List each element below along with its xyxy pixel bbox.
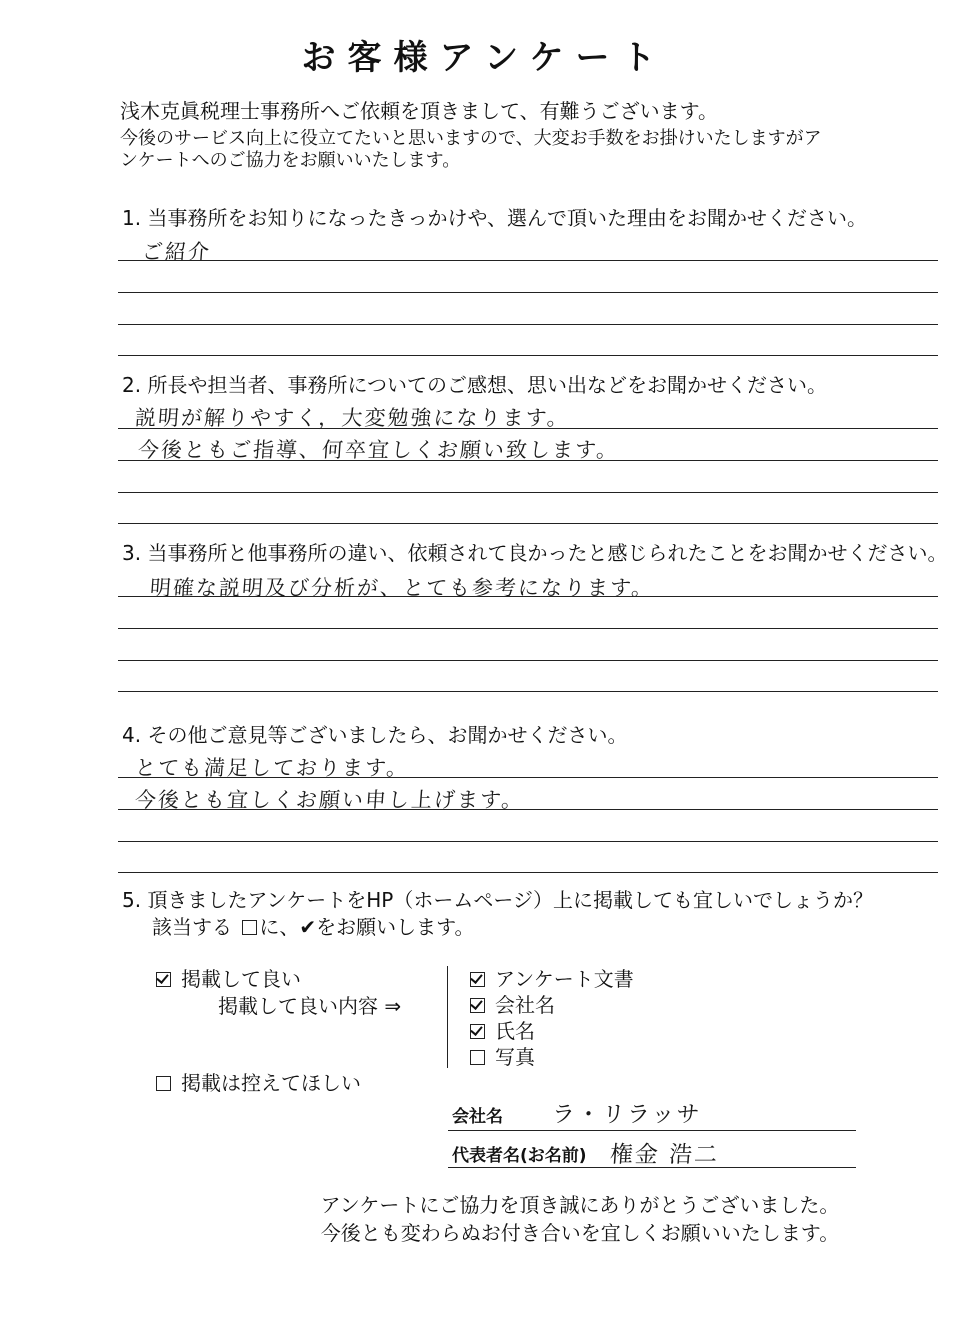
content-option-company-checkbox[interactable] [470, 998, 485, 1013]
decline-label: 掲載は控えてほしい [181, 1071, 361, 1095]
survey-title: お客様アンケート [301, 38, 668, 78]
intro-line-2: 今後のサービス向上に役立てたいと思いますので、大変お手数をお掛けいたしますがア [120, 128, 822, 149]
company-label: 会社名 [452, 1107, 503, 1127]
instruction-suffix: をお願いします。 [316, 915, 475, 939]
allowed-content-label: 掲載して良い内容 ⇒ [218, 994, 402, 1018]
instruction-middle: に、 [259, 915, 300, 939]
content-option-survey-label: アンケート文書 [495, 967, 634, 991]
answer-line [118, 292, 938, 293]
question-4-answer-2: 今後とも宜しくお願い申し上げます。 [134, 788, 526, 812]
content-option-company[interactable] [470, 992, 555, 1018]
options-divider [447, 966, 448, 1068]
content-option-photo-checkbox[interactable] [470, 1050, 485, 1065]
company-value: ラ・リラッサ [550, 1102, 703, 1128]
content-option-name-checkbox[interactable] [470, 1024, 485, 1039]
checkbox-sample-icon [242, 920, 257, 935]
intro-line-1: 浅木克眞税理士事務所へご依頼を頂きまして、有難うございます。 [120, 99, 718, 123]
question-3-answer-1: 明確な説明及び分析が、とても参考になります。 [149, 576, 656, 600]
option-allow[interactable] [156, 966, 301, 992]
question-2-label: 2. 所長や担当者、事務所についてのご感想、思い出などをお聞かせください。 [122, 373, 828, 397]
content-option-company-label: 会社名 [495, 993, 555, 1017]
answer-line [118, 260, 938, 261]
answer-line [118, 660, 938, 661]
answer-line [118, 523, 938, 524]
answer-line [118, 628, 938, 629]
answer-line [118, 355, 938, 356]
answer-line [118, 841, 938, 842]
question-5-label: 5. 頂きましたアンケートをHP（ホームページ）上に掲載しても宜しいでしょうか？ [122, 888, 873, 912]
company-line [448, 1130, 856, 1131]
content-option-photo[interactable] [470, 1044, 535, 1070]
question-4-answer-1: とても満足しております。 [134, 756, 411, 780]
content-option-survey-checkbox[interactable] [470, 972, 485, 987]
content-option-name-label: 氏名 [495, 1019, 535, 1043]
check-mark-icon: ✔ [299, 915, 317, 939]
content-option-survey[interactable] [470, 966, 634, 992]
question-5-instruction [152, 914, 475, 940]
answer-line [118, 872, 938, 873]
decline-checkbox[interactable] [156, 1076, 171, 1091]
allow-label: 掲載して良い [181, 967, 301, 991]
answer-line [118, 596, 938, 597]
representative-value: 権金 浩二 [608, 1142, 721, 1168]
closing-line-1: アンケートにご協力を頂き誠にありがとうございました。 [320, 1193, 840, 1217]
answer-line [118, 324, 938, 325]
allow-checkbox[interactable] [156, 972, 171, 987]
answer-line [118, 460, 938, 461]
answer-line [118, 428, 938, 429]
question-3-label: 3. 当事務所と他事務所の違い、依頼されて良かったと感じられたことをお聞かせください。 [122, 541, 948, 565]
answer-line [118, 691, 938, 692]
question-1-answer-1: ご紹介 [141, 240, 212, 264]
answer-line [118, 777, 938, 778]
representative-line [448, 1167, 856, 1168]
question-2-answer-2: 今後ともご指導、何卒宜しくお願い致します。 [137, 438, 621, 462]
answer-line [118, 492, 938, 493]
content-option-photo-label: 写真 [495, 1045, 535, 1069]
representative-label: 代表者名(お名前) [452, 1146, 587, 1166]
question-2-answer-1: 説明が解りやすく，大変勉強になります。 [134, 406, 571, 430]
content-option-name[interactable] [470, 1018, 535, 1044]
answer-line [118, 809, 938, 810]
instruction-prefix: 該当する [152, 915, 232, 939]
question-4-label: 4. その他ご意見等ございましたら、お聞かせください。 [122, 723, 628, 747]
question-1-label: 1. 当事務所をお知りになったきっかけや、選んで頂いた理由をお聞かせください。 [122, 206, 868, 230]
option-decline[interactable] [156, 1070, 361, 1096]
intro-line-3: ンケートへのご協力をお願いいたします。 [120, 150, 461, 171]
closing-line-2: 今後とも変わらぬお付き合いを宜しくお願いいたします。 [320, 1221, 840, 1245]
